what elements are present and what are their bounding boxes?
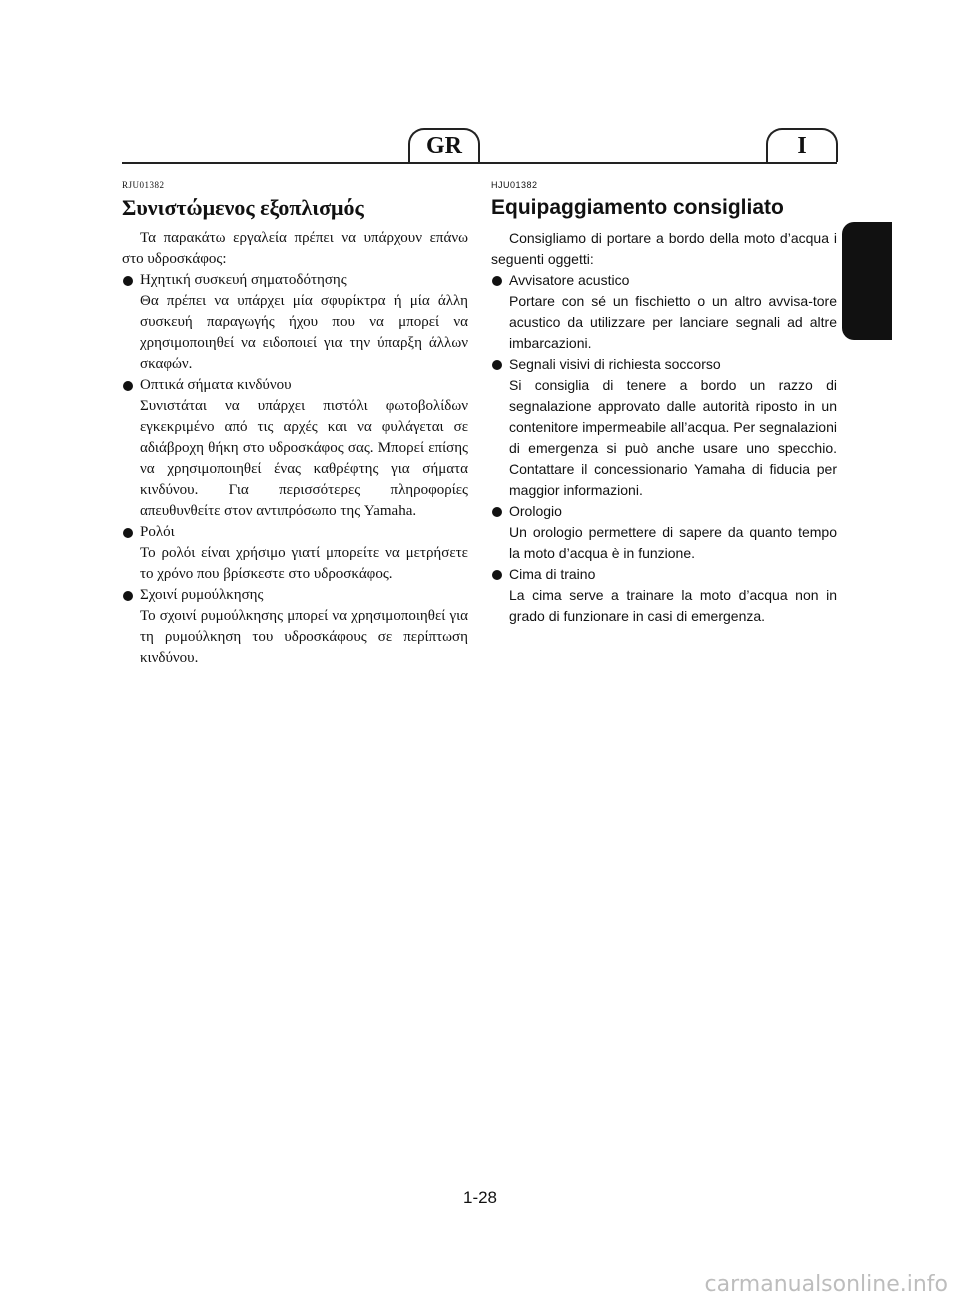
item-text: Το ρολόι είναι χρήσιμο γιατί μπορείτε να μετρήσετε το χρόνο που βρίσκεστε στο υδροσκάφος.	[140, 545, 468, 582]
bullet-icon	[492, 276, 502, 286]
item-text: Un orologio permettere di sapere da quanto tempo la moto d’acqua è in funzione.	[509, 524, 837, 561]
list-item	[122, 375, 468, 522]
intro-paragraph: Τα παρακάτω εργαλεία πρέπει να υπάρχουν επάνω στο υδροσκάφος:	[122, 230, 468, 267]
item-text: Συνιστάται να υπάρχει πιστόλι φωτοβολίδων εγκεκριμένο από τις αρχές και να φυλάγεται σε αδιάβροχη θήκη στο υδροσκάφος σας. Μπορεί επίσης να χρησιμοποιηθεί ένας καθρέφτης για σήματα κινδύνου. Για περισσότερες πληροφορίες απευθυνθείτε στον αντιπρόσωπο της Yamaha.	[140, 398, 468, 519]
bullet-icon	[123, 381, 133, 391]
page-number: 1-28	[462, 1188, 498, 1207]
italian-column	[491, 180, 837, 627]
greek-column	[122, 180, 468, 669]
item-title: Cima di traino	[509, 566, 596, 582]
language-badge-italian: I	[766, 128, 838, 162]
bullet-icon	[123, 276, 133, 286]
section-code: HJU01382	[491, 180, 538, 190]
intro-paragraph: Consigliamo di portare a bordo della moto d’acqua i seguenti oggetti:	[491, 230, 837, 267]
list-item	[122, 585, 468, 669]
list-item	[491, 564, 837, 627]
item-text: La cima serve a trainare la moto d’acqua non in grado di funzionare in casi di emergenza.	[509, 587, 837, 624]
section-title: Συνιστώμενος εξοπλισμός	[122, 195, 364, 220]
item-title: Ηχητική συσκευή σηματοδότησης	[140, 272, 347, 288]
bullet-icon	[123, 528, 133, 538]
list-item	[122, 270, 468, 375]
item-title: Avvisatore acustico	[509, 272, 630, 288]
item-text: Το σχοινί ρυμούλκησης μπορεί να χρησιμοποιηθεί για τη ρυμούλκηση του υδροσκάφους σε περίπτωση κινδύνου.	[140, 608, 468, 666]
list-item	[122, 522, 468, 585]
list-item	[491, 270, 837, 354]
section-title: Equipaggiamento consigliato	[491, 196, 784, 219]
item-title: Σχοινί ρυμούλκησης	[140, 587, 264, 603]
bullet-icon	[492, 507, 502, 517]
bullet-icon	[492, 360, 502, 370]
language-badge-greek: GR	[408, 128, 480, 162]
item-title: Ρολόι	[140, 524, 175, 540]
bullet-icon	[492, 570, 502, 580]
item-text: Θα πρέπει να υπάρχει μία σφυρίκτρα ή μία άλλη συσκευή παραγωγής ήχου που να μπορεί να χρησιμοποιηθεί να ειδοποιεί για την ύπαρξη άλλων σκαφών.	[140, 293, 468, 372]
item-title: Οπτικά σήματα κινδύνου	[140, 377, 292, 393]
section-code: RJU01382	[122, 180, 165, 190]
watermark: carmanualsonline.info	[704, 1272, 948, 1297]
section-tab-marker	[842, 222, 892, 340]
header-rule	[122, 162, 837, 164]
list-item	[491, 354, 837, 501]
list-item	[491, 501, 837, 564]
item-text: Si consiglia di tenere a bordo un razzo di segnalazione approvato dalle autorità riposto in un contenitore impermeabile all’acqua. Per segnalazioni di emergenza si può anche usare uno specchio. Contattare il concessionario Yamaha di fiducia per maggior informazioni.	[509, 377, 837, 498]
item-title: Orologio	[509, 503, 562, 519]
bullet-icon	[123, 591, 133, 601]
item-text: Portare con sé un fischietto o un altro avvisa-tore acustico da utilizzare per lanciare segnali ad altre imbarcazioni.	[509, 293, 837, 351]
item-title: Segnali visivi di richiesta soccorso	[509, 356, 721, 372]
